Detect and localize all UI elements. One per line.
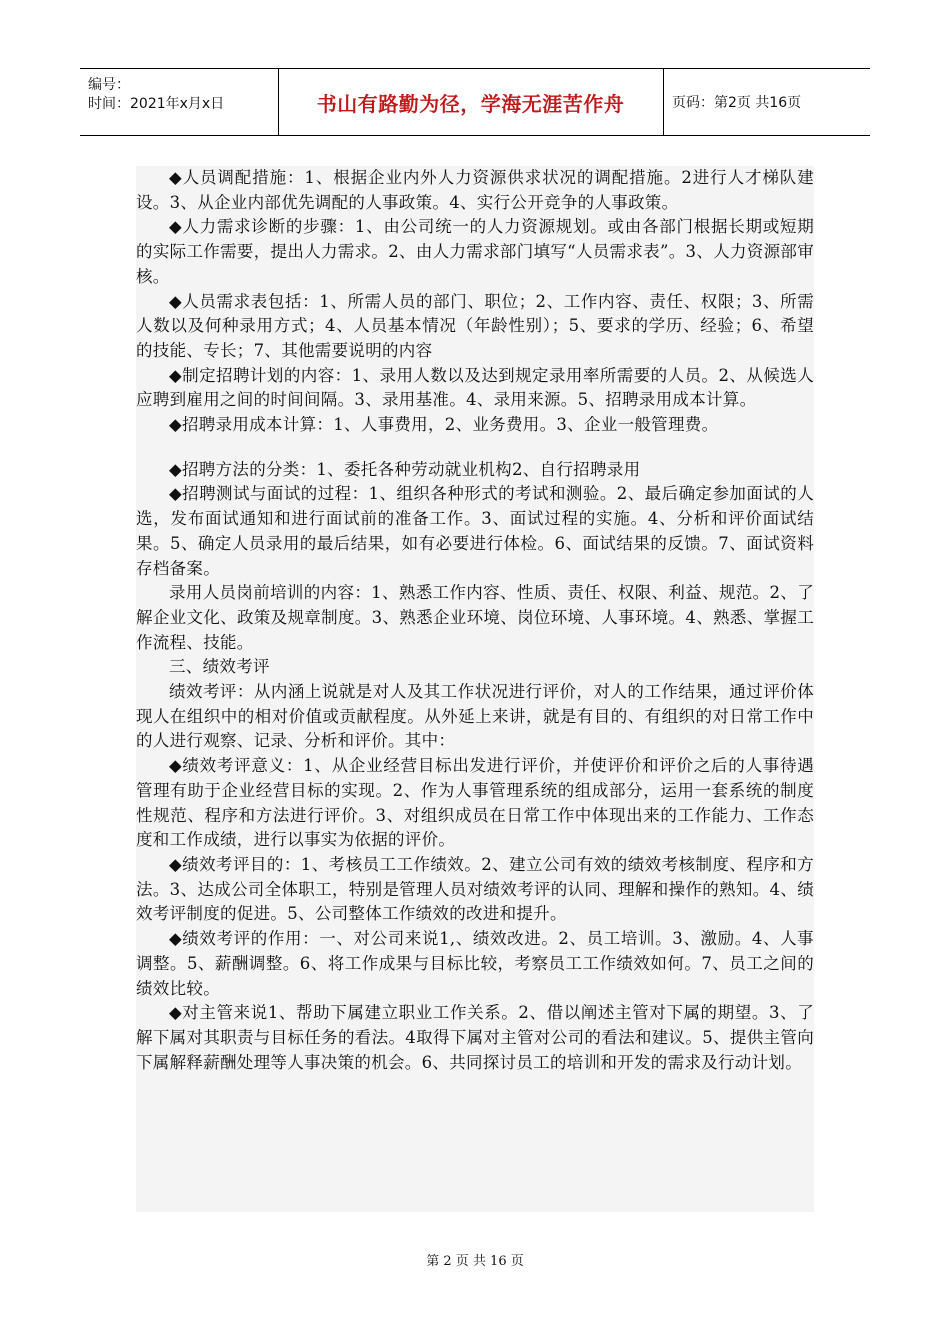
paragraph: 绩效考评：从内涵上说就是对人及其工作状况进行评价，对人的工作结果，通过评价体现人在组织中的相对价值或贡献程度。从外延上来讲，就是有目的、有组织的对日常工作中的人进行观察、记录、分析和评价。其中： — [136, 682, 814, 751]
paragraph: ◆绩效考评的作用：一、对公司来说1,、绩效改进。2、员工培训。3、激励。4、人事调整。5、薪酬调整。6、将工作成果与目标比较，考察员工工作绩效如何。7、员工之间的绩效比较。 — [136, 929, 814, 998]
paragraph: ◆绩效考评意义：1、从企业经营目标出发进行评价，并使评价和评价之后的人事待遇管理有助于企业经营目标的实现。2、作为人事管理系统的组成部分，运用一套系统的制度性规范、程序和方法进行评价。3、对组织成员在日常工作中体现出来的工作能力、工作态度和工作成绩，进行以事实为依据的评价。 — [136, 756, 814, 850]
paragraph: ◆招聘方法的分类：1、委托各种劳动就业机构2、自行招聘录用 — [169, 459, 641, 479]
header-motto: 书山有路勤为径，学海无涯苦作舟 — [316, 91, 625, 116]
page-footer: 第 2 页 共 16 页 — [426, 1254, 524, 1269]
header-page-info: 页码：第2页 共16页 — [672, 95, 802, 111]
paragraph: 录用人员岗前培训的内容：1、熟悉工作内容、性质、责任、权限、利益、规范。2、了解企业文化、政策及规章制度。3、熟悉企业环境、岗位环境、人事环境。4、熟悉、掌握工作流程、技能。 — [136, 583, 814, 652]
document-body — [136, 166, 814, 1212]
header-meta — [80, 69, 278, 135]
paragraph: ◆人员调配措施：1、根据企业内外人力资源供求状况的调配措施。2进行人才梯队建设。3、从企业内部优先调配的人事政策。4、实行公开竞争的人事政策。 — [136, 168, 814, 212]
paragraph: ◆招聘录用成本计算：1、人事费用，2、业务费用。3、企业一般管理费。 — [169, 415, 719, 435]
section-heading: 三、绩效考评 — [169, 657, 270, 677]
paragraph: ◆人员需求表包括：1、所需人员的部门、职位；2、工作内容、责任、权限；3、所需人数以及何种录用方式；4、人员基本情况（年龄性别）；5、要求的学历、经验；6、希望的技能、专长；7、其他需要说明的内容 — [136, 291, 814, 360]
paragraph: ◆人力需求诊断的步骤：1、由公司统一的人力资源规划。或由各部门根据长期或短期的实际工作需要，提出人力需求。2、由人力需求部门填写“人员需求表”。3、人力资源部审核。 — [136, 217, 814, 286]
paragraph: ◆绩效考评目的：1、考核员工工作绩效。2、建立公司有效的绩效考核制度、程序和方法。3、达成公司全体职工，特别是管理人员对绩效考评的认同、理解和操作的熟知。4、绩效考评制度的促进。5、公司整体工作绩效的改进和提升。 — [136, 854, 814, 924]
document-date: 时间：2021年x月x日 — [88, 96, 225, 112]
paragraph: ◆招聘测试与面试的过程：1、组织各种形式的考试和测验。2、最后确定参加面试的人选，发布面试通知和进行面试前的准备工作。3、面试过程的实施。4、分析和评价面试结果。5、确定人员录用的最后结果，如有必要进行体检。6、面试结果的反馈。7、面试资料存档备案。 — [136, 484, 814, 578]
paragraph: ◆制定招聘计划的内容：1、录用人数以及达到规定录用率所需要的人员。2、从候选人应聘到雇用之间的时间间隔。3、录用基准。4、录用来源。5、招聘录用成本计算。 — [136, 365, 814, 410]
document-header — [80, 68, 870, 136]
paragraph: ◆对主管来说1、帮助下属建立职业工作关系。2、借以阐述主管对下属的期望。3、了解下属对其职责与目标任务的看法。4取得下属对主管对公司的看法和建议。5、提供主管向下属解释薪酬处理等人事决策的机会。6、共同探讨员工的培训和开发的需求及行动计划。 — [136, 1003, 814, 1072]
document-number: 编号： — [88, 77, 130, 93]
